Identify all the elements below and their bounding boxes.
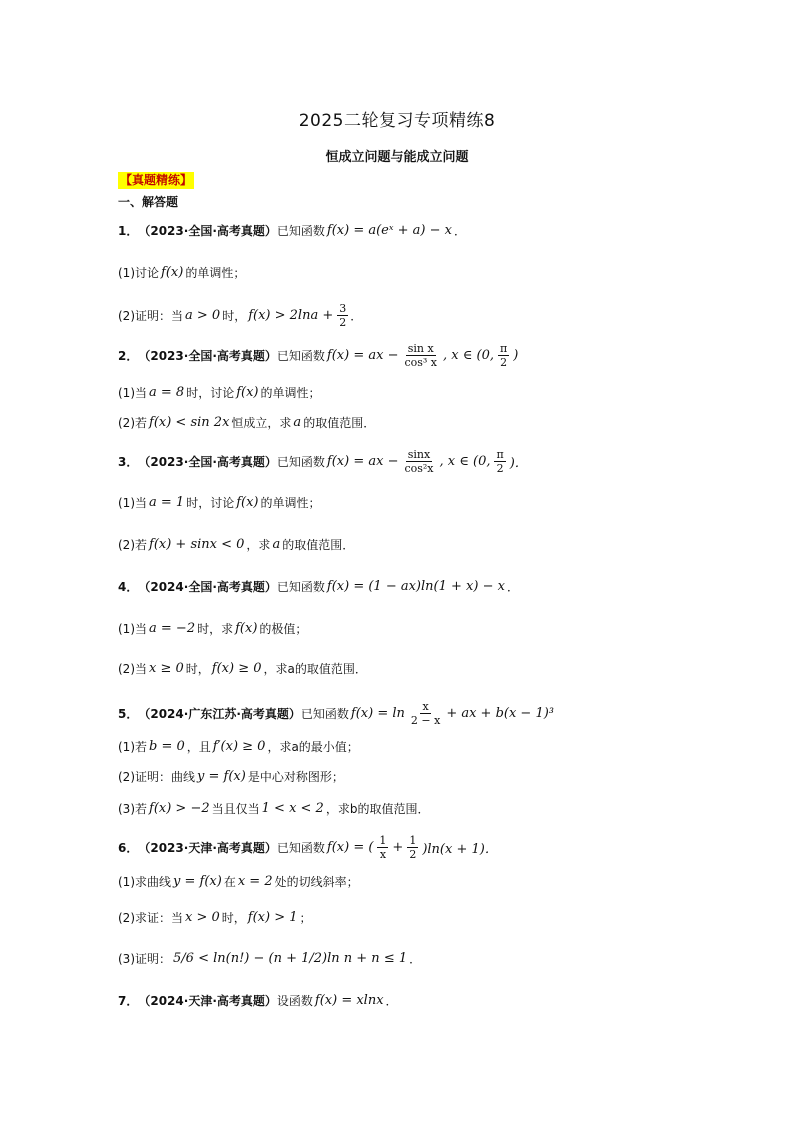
numerator: π — [496, 448, 504, 461]
denominator: cos²x — [404, 462, 434, 475]
part-text: 证明：当 — [135, 309, 184, 323]
fraction — [402, 342, 439, 369]
punct: ． — [453, 224, 466, 238]
problem-source: （2024·天津·高考真题） — [138, 994, 277, 1008]
part-label: (2) — [118, 910, 135, 925]
formula: f′(x) ≥ 0 — [212, 739, 266, 754]
part-tail: 的取值范围． — [282, 538, 355, 552]
part-mid: 时， — [222, 309, 247, 323]
problem-2-stem — [118, 342, 520, 369]
numerator: 1 — [409, 834, 417, 847]
fraction — [498, 342, 509, 369]
formula: 1 < x < 2 — [261, 801, 324, 816]
part-text: 求曲线 — [135, 875, 172, 889]
problem-4-stem — [118, 578, 519, 595]
part-tail: 的极值； — [259, 622, 308, 636]
formula: a = −2 — [149, 621, 196, 636]
fraction — [377, 834, 388, 861]
problem-stem: 已知函数 — [276, 224, 325, 238]
problem-number: 6． — [118, 841, 139, 855]
part-tail: 处的切线斜率； — [274, 875, 359, 889]
part-mid: 恒成立，求 — [231, 416, 292, 430]
problem-4-part-2 — [118, 660, 367, 677]
problem-1-part-2 — [118, 302, 362, 329]
section-heading: 一、解答题 — [118, 195, 179, 209]
problem-1-part-1 — [118, 264, 245, 281]
problem-stem: 已知函数 — [276, 455, 325, 469]
part-mid: 当且仅当 — [211, 802, 260, 816]
problem-stem: 设函数 — [276, 994, 313, 1008]
part-tail: 的单调性； — [260, 496, 321, 510]
part-label: (2) — [118, 661, 135, 676]
problem-number: 3． — [118, 455, 139, 469]
part-tail: ，求a的取值范围． — [263, 662, 367, 676]
part-mid: 在 — [223, 875, 236, 889]
formula: f(x) = a(eˣ + a) − x — [326, 223, 452, 238]
problem-source: （2024·广东江苏·高考真题） — [138, 707, 301, 721]
part-tail: 的单调性； — [185, 266, 246, 280]
formula: f(x) — [236, 385, 259, 400]
denominator: cos³ x — [404, 356, 438, 369]
formula: x = 2 — [237, 874, 273, 889]
punct: ) — [513, 348, 519, 363]
punct: ． — [506, 580, 519, 594]
denominator: x — [379, 848, 387, 861]
numerator: 3 — [339, 302, 347, 315]
part-label: (2) — [118, 308, 135, 323]
formula: y = f(x) — [197, 769, 246, 784]
formula: f(x) — [236, 495, 259, 510]
problem-5-part-2 — [118, 768, 344, 785]
problem-1-stem — [118, 222, 466, 239]
problem-source: （2023·全国·高考真题） — [138, 224, 277, 238]
fraction — [402, 448, 435, 475]
numerator: 1 — [379, 834, 387, 847]
problem-number: 7． — [118, 994, 139, 1008]
part-label: (2) — [118, 415, 135, 430]
punct: ． — [385, 994, 398, 1008]
fraction — [409, 700, 442, 727]
part-text: 证明：曲线 — [135, 770, 196, 784]
formula: , x ∈ (0, — [443, 348, 494, 363]
part-text: 当 — [135, 622, 148, 636]
formula: a > 0 — [185, 308, 221, 323]
formula: f(x) = ax − — [326, 348, 399, 363]
part-text: 若 — [135, 538, 148, 552]
part-text: 当 — [135, 662, 148, 676]
formula: f(x) = ln — [350, 706, 405, 721]
part-mid: 时， — [221, 911, 246, 925]
formula: b = 0 — [149, 739, 185, 754]
part-mid: 时，讨论 — [186, 386, 235, 400]
problem-stem: 已知函数 — [300, 707, 349, 721]
part-tail: 的单调性； — [260, 386, 321, 400]
fraction — [407, 834, 418, 861]
part-mid: 是中心对称图形； — [247, 770, 344, 784]
numerator: sinx — [407, 448, 431, 461]
part-text: 若 — [135, 802, 148, 816]
problem-5-part-1 — [118, 738, 359, 755]
part-tail: ，求a的最小值； — [267, 740, 359, 754]
formula: a — [272, 537, 281, 552]
problem-source: （2023·全国·高考真题） — [138, 455, 277, 469]
problem-2-part-2 — [118, 414, 375, 431]
formula: f(x) > −2 — [149, 801, 210, 816]
formula: f(x) < sin 2x — [149, 415, 230, 430]
part-label: (3) — [118, 951, 135, 966]
part-label: (1) — [118, 385, 135, 400]
problem-5-stem — [118, 700, 556, 727]
numerator: sin x — [407, 342, 434, 355]
part-label: (2) — [118, 537, 135, 552]
numerator: x — [422, 700, 429, 713]
problem-number: 1． — [118, 224, 139, 238]
document-subtitle: 恒成立问题与能成立问题 — [325, 150, 469, 165]
formula: a = 8 — [149, 385, 185, 400]
problem-6-part-3 — [118, 950, 421, 967]
part-text: 讨论 — [135, 266, 160, 280]
document-title: 2025二轮复习专项精练8 — [298, 111, 496, 131]
part-text: 当 — [135, 386, 148, 400]
part-mid: ，求 — [246, 538, 271, 552]
formula: f(x) — [235, 621, 258, 636]
part-label: (2) — [118, 769, 135, 784]
formula: f(x) + sinx < 0 — [149, 537, 245, 552]
problem-6-part-2 — [118, 909, 312, 926]
fraction — [494, 448, 505, 475]
problem-6-part-1 — [118, 873, 359, 890]
part-label: (1) — [118, 739, 135, 754]
part-text: 若 — [135, 416, 148, 430]
denominator: 2 — [496, 462, 504, 475]
problem-3-part-2 — [118, 536, 354, 553]
part-text: 当 — [135, 496, 148, 510]
denominator: 2 — [500, 356, 508, 369]
formula: y = f(x) — [173, 874, 222, 889]
punct: )ln(x + 1)． — [422, 842, 498, 857]
formula: f(x) > 2lna + — [248, 308, 334, 323]
formula: , x ∈ (0, — [439, 454, 491, 469]
formula: f(x) = ( — [326, 840, 374, 855]
denominator: 2 — [409, 848, 417, 861]
part-label: (1) — [118, 621, 135, 636]
part-label: (1) — [118, 495, 135, 510]
numerator: π — [499, 342, 508, 355]
part-text: 若 — [135, 740, 148, 754]
part-label: (1) — [118, 874, 135, 889]
problem-6-stem — [118, 834, 500, 861]
formula: f(x) = (1 − ax)ln(1 + x) − x — [326, 579, 505, 594]
formula: x ≥ 0 — [149, 661, 184, 676]
part-tail: ； — [299, 911, 312, 925]
part-tail: ． — [409, 952, 422, 966]
part-tail: ，求b的取值范围． — [325, 802, 430, 816]
formula: f(x) > 1 — [247, 910, 298, 925]
problem-4-part-1 — [118, 620, 307, 637]
fraction — [337, 302, 348, 329]
problem-stem: 已知函数 — [276, 841, 325, 855]
part-mid: 时，求 — [197, 622, 234, 636]
problem-3-stem — [118, 448, 530, 475]
formula: a — [293, 415, 302, 430]
problem-stem: 已知函数 — [276, 349, 325, 363]
problem-source: （2024·全国·高考真题） — [138, 580, 277, 594]
punct: )． — [509, 456, 528, 471]
denominator: 2 − x — [410, 714, 441, 727]
problem-5-part-3 — [118, 800, 429, 817]
part-mid: 时，讨论 — [186, 496, 235, 510]
denominator: 2 — [339, 316, 347, 329]
part-label: (3) — [118, 801, 135, 816]
formula: 5/6 < ln(n!) − (n + 1/2)ln n + n ≤ 1 — [173, 951, 408, 966]
problem-number: 2． — [118, 349, 139, 363]
problem-7-stem — [118, 992, 398, 1009]
section-tag: 【真题精练】 — [120, 173, 193, 187]
formula: x > 0 — [185, 910, 220, 925]
part-mid: ，且 — [186, 740, 211, 754]
formula: + ax + b(x − 1)³ — [446, 706, 555, 721]
part-label: (1) — [118, 265, 135, 280]
part-mid: 时， — [185, 662, 210, 676]
problem-2-part-1 — [118, 384, 321, 401]
problem-3-part-1 — [118, 494, 321, 511]
formula: + — [392, 840, 404, 855]
problem-number: 5． — [118, 707, 139, 721]
formula: a = 1 — [149, 495, 185, 510]
problem-source: （2023·全国·高考真题） — [138, 349, 277, 363]
formula: f(x) — [161, 265, 184, 280]
part-text: 求证：当 — [135, 911, 184, 925]
formula: f(x) = xlnx — [314, 993, 384, 1008]
part-text: 证明： — [135, 952, 172, 966]
formula: f(x) ≥ 0 — [211, 661, 262, 676]
formula: f(x) = ax − — [326, 454, 399, 469]
part-tail: 的取值范围． — [303, 416, 376, 430]
problem-number: 4． — [118, 580, 139, 594]
problem-source: （2023·天津·高考真题） — [138, 841, 277, 855]
part-tail: ． — [350, 309, 363, 323]
problem-stem: 已知函数 — [276, 580, 325, 594]
